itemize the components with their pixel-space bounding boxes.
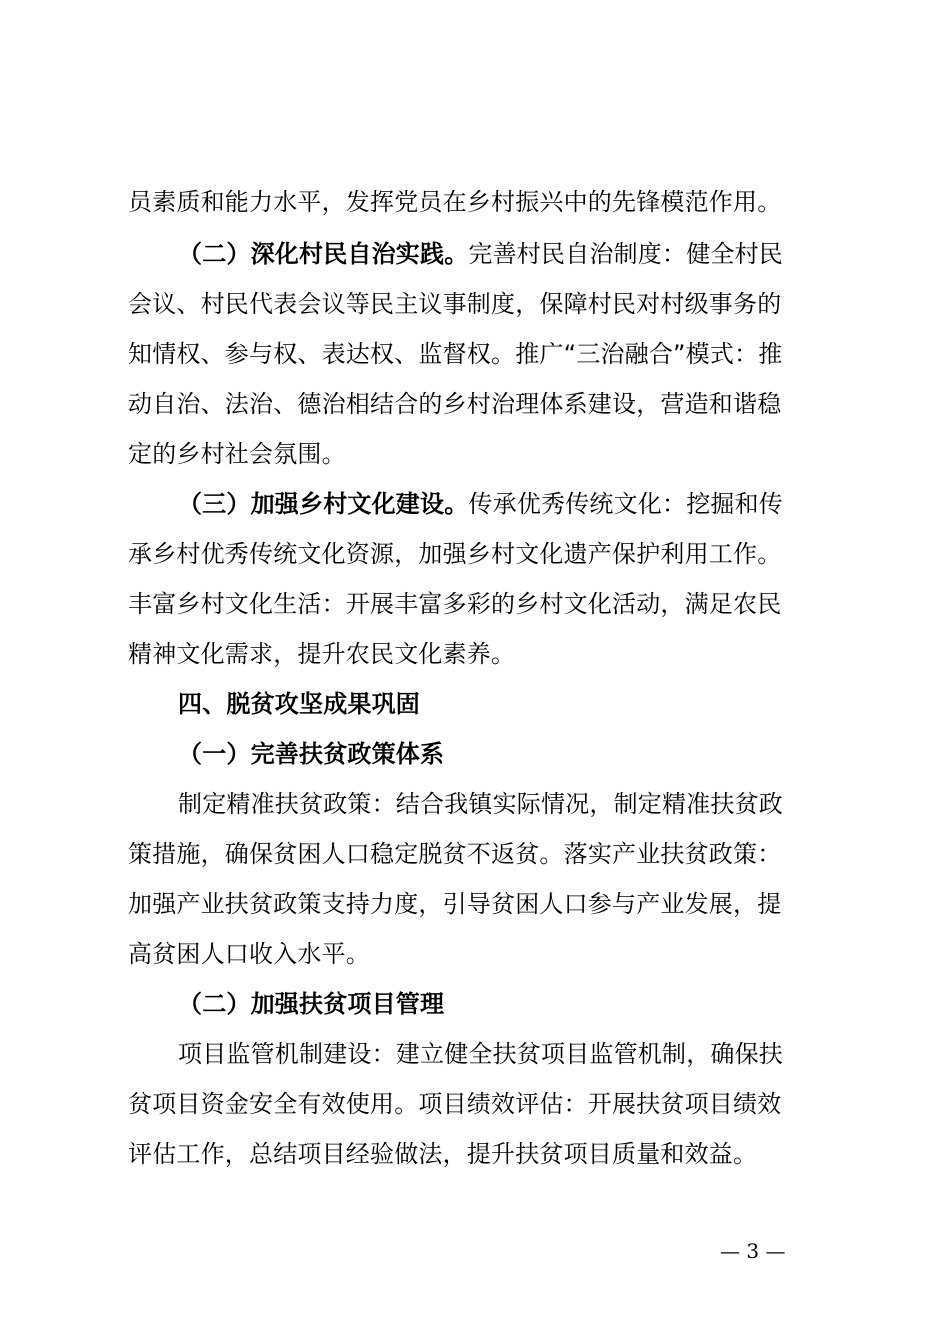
body-line <box>128 289 781 319</box>
body-line <box>128 889 781 919</box>
body-line <box>178 489 783 519</box>
body-text: 员素质和能力水平，发挥党员在乡村振兴中的先锋模范作用。 <box>128 188 782 216</box>
body-text: 定的乡村社会氛围。 <box>128 440 346 468</box>
body-text: 策措施，确保贫困人口稳定脱贫不返贫。落实产业扶贫政策： <box>128 840 782 868</box>
body-text: 精神文化需求，提升农民文化素养。 <box>128 640 516 668</box>
body-line <box>128 939 370 969</box>
body-text: 贫项目资金安全有效使用。项目绩效评估：开展扶贫项目绩效 <box>128 1090 782 1118</box>
body-line <box>178 789 783 819</box>
section-heading: （二）深化村民自治实践。 <box>178 240 469 268</box>
body-line <box>128 589 781 619</box>
body-text: 丰富乡村文化生活：开展丰富多彩的乡村文化活动，满足农民 <box>128 590 782 618</box>
body-text: 评估工作，总结项目经验做法，提升扶贫项目质量和效益。 <box>128 1140 758 1168</box>
body-line <box>128 1139 757 1169</box>
subsection-heading-text: （一）完善扶贫政策体系 <box>178 740 445 768</box>
body-line <box>128 339 782 369</box>
subsection-heading-text: （二）加强扶贫项目管理 <box>178 990 445 1018</box>
body-text: 会议、村民代表会议等民主议事制度，保障村民对村级事务的 <box>128 290 782 318</box>
subsection-heading <box>178 739 444 769</box>
body-line <box>178 239 783 269</box>
page-number: — 3 — <box>720 1239 786 1263</box>
body-text: 完善村民自治制度：健全村民 <box>468 240 784 268</box>
body-text: 承乡村优秀传统文化资源，加强乡村文化遗产保护利用工作。 <box>128 540 782 568</box>
chapter-heading-text: 四、脱贫攻坚成果巩固 <box>178 690 420 718</box>
body-text: 制定精准扶贫政策：结合我镇实际情况，制定精准扶贫政 <box>178 790 783 818</box>
body-line <box>128 389 781 419</box>
body-line <box>128 539 781 569</box>
body-text: 传承优秀传统文化：挖掘和传 <box>468 490 784 518</box>
body-line <box>128 839 781 869</box>
subsection-heading <box>178 989 444 1019</box>
body-text: 加强产业扶贫政策支持力度，引导贫困人口参与产业发展，提 <box>128 890 782 918</box>
chapter-heading <box>178 689 420 719</box>
body-text: 知情权、参与权、表达权、监督权。推广“三治融合”模式：推 <box>128 340 783 368</box>
body-text: 高贫困人口收入水平。 <box>128 940 370 968</box>
section-heading: （三）加强乡村文化建设。 <box>178 490 469 518</box>
body-line <box>128 639 515 669</box>
body-line <box>178 1039 783 1069</box>
body-text: 项目监管机制建设：建立健全扶贫项目监管机制，确保扶 <box>178 1040 783 1068</box>
body-line <box>128 439 346 469</box>
body-text: 动自治、法治、德治相结合的乡村治理体系建设，营造和谐稳 <box>128 390 782 418</box>
body-line <box>128 1089 781 1119</box>
body-line <box>128 187 781 217</box>
